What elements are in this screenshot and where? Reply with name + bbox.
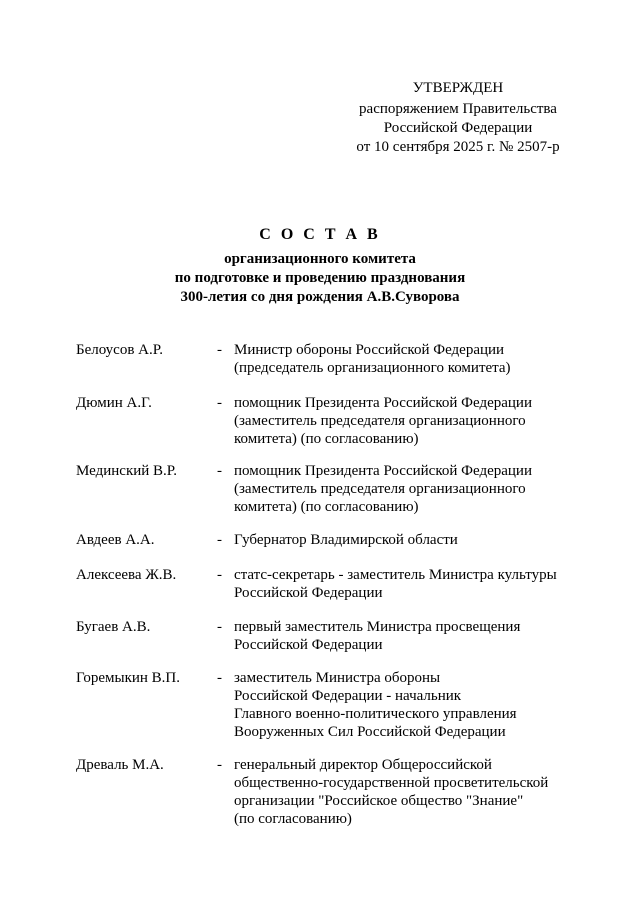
member-dash: - xyxy=(217,619,222,635)
role-line: (заместитель председателя организационного xyxy=(234,481,526,497)
role-line: Российской Федерации - начальник xyxy=(234,688,462,704)
member-name: Древаль М.А. xyxy=(76,757,164,773)
member-dash: - xyxy=(217,757,222,773)
member-role xyxy=(234,462,634,516)
role-line: общественно-государственной просветительской xyxy=(234,775,549,791)
member-role xyxy=(234,669,634,741)
role-line: заместитель Министра обороны xyxy=(234,670,441,686)
member-dash: - xyxy=(217,463,222,479)
member-name: Дюмин А.Г. xyxy=(76,395,152,411)
member-name: Белоусов А.Р. xyxy=(76,342,163,358)
role-line: Вооруженных Сил Российской Федерации xyxy=(234,724,506,740)
member-role xyxy=(234,756,634,828)
role-line: Российской Федерации xyxy=(234,637,383,653)
member-role xyxy=(234,566,634,602)
role-line: (председатель организационного комитета) xyxy=(234,360,511,376)
role-line: организации "Российское общество "Знание" xyxy=(234,793,524,809)
member-name: Алексеева Ж.В. xyxy=(76,567,177,583)
member-dash: - xyxy=(217,567,222,583)
member-role xyxy=(234,531,634,549)
member-name: Авдеев А.А. xyxy=(76,532,155,548)
member-dash: - xyxy=(217,395,222,411)
role-line: генеральный директор Общероссийской xyxy=(234,757,492,773)
role-line: помощник Президента Российской Федерации xyxy=(234,463,532,479)
approval-date-line: от 10 сентября 2025 г. № 2507-р xyxy=(356,139,560,155)
member-role xyxy=(234,341,634,377)
role-line: помощник Президента Российской Федерации xyxy=(234,395,532,411)
approval-stamp xyxy=(340,79,576,157)
document-subtitle xyxy=(0,250,640,307)
role-line: (по согласованию) xyxy=(234,811,352,827)
role-line: комитета) (по согласованию) xyxy=(234,431,419,447)
approval-line: распоряжением Правительства xyxy=(359,101,557,117)
document-title: С О С Т А В xyxy=(259,226,381,243)
member-role xyxy=(234,618,634,654)
subtitle-line: организационного комитета xyxy=(224,251,416,267)
role-line: Министр обороны Российской Федерации xyxy=(234,342,505,358)
member-role xyxy=(234,394,634,448)
member-name: Горемыкин В.П. xyxy=(76,670,181,686)
subtitle-line: по подготовке и проведению празднования xyxy=(174,270,466,286)
role-line: статс-секретарь - заместитель Министра культуры xyxy=(234,567,557,583)
role-line: Главного военно-политического управления xyxy=(234,706,517,722)
member-dash: - xyxy=(217,532,222,548)
role-line: Российской Федерации xyxy=(234,585,383,601)
role-line: (заместитель председателя организационного xyxy=(234,413,526,429)
approval-line: Российской Федерации xyxy=(383,120,533,136)
member-dash: - xyxy=(217,670,222,686)
member-dash: - xyxy=(217,342,222,358)
role-line: первый заместитель Министра просвещения xyxy=(234,619,521,635)
member-name: Бугаев А.В. xyxy=(76,619,151,635)
approved-label: УТВЕРЖДЕН xyxy=(412,80,504,96)
member-name: Мединский В.Р. xyxy=(76,463,178,479)
subtitle-line: 300-летия со дня рождения А.В.Суворова xyxy=(180,289,460,305)
role-line: Губернатор Владимирской области xyxy=(234,532,458,548)
role-line: комитета) (по согласованию) xyxy=(234,499,419,515)
